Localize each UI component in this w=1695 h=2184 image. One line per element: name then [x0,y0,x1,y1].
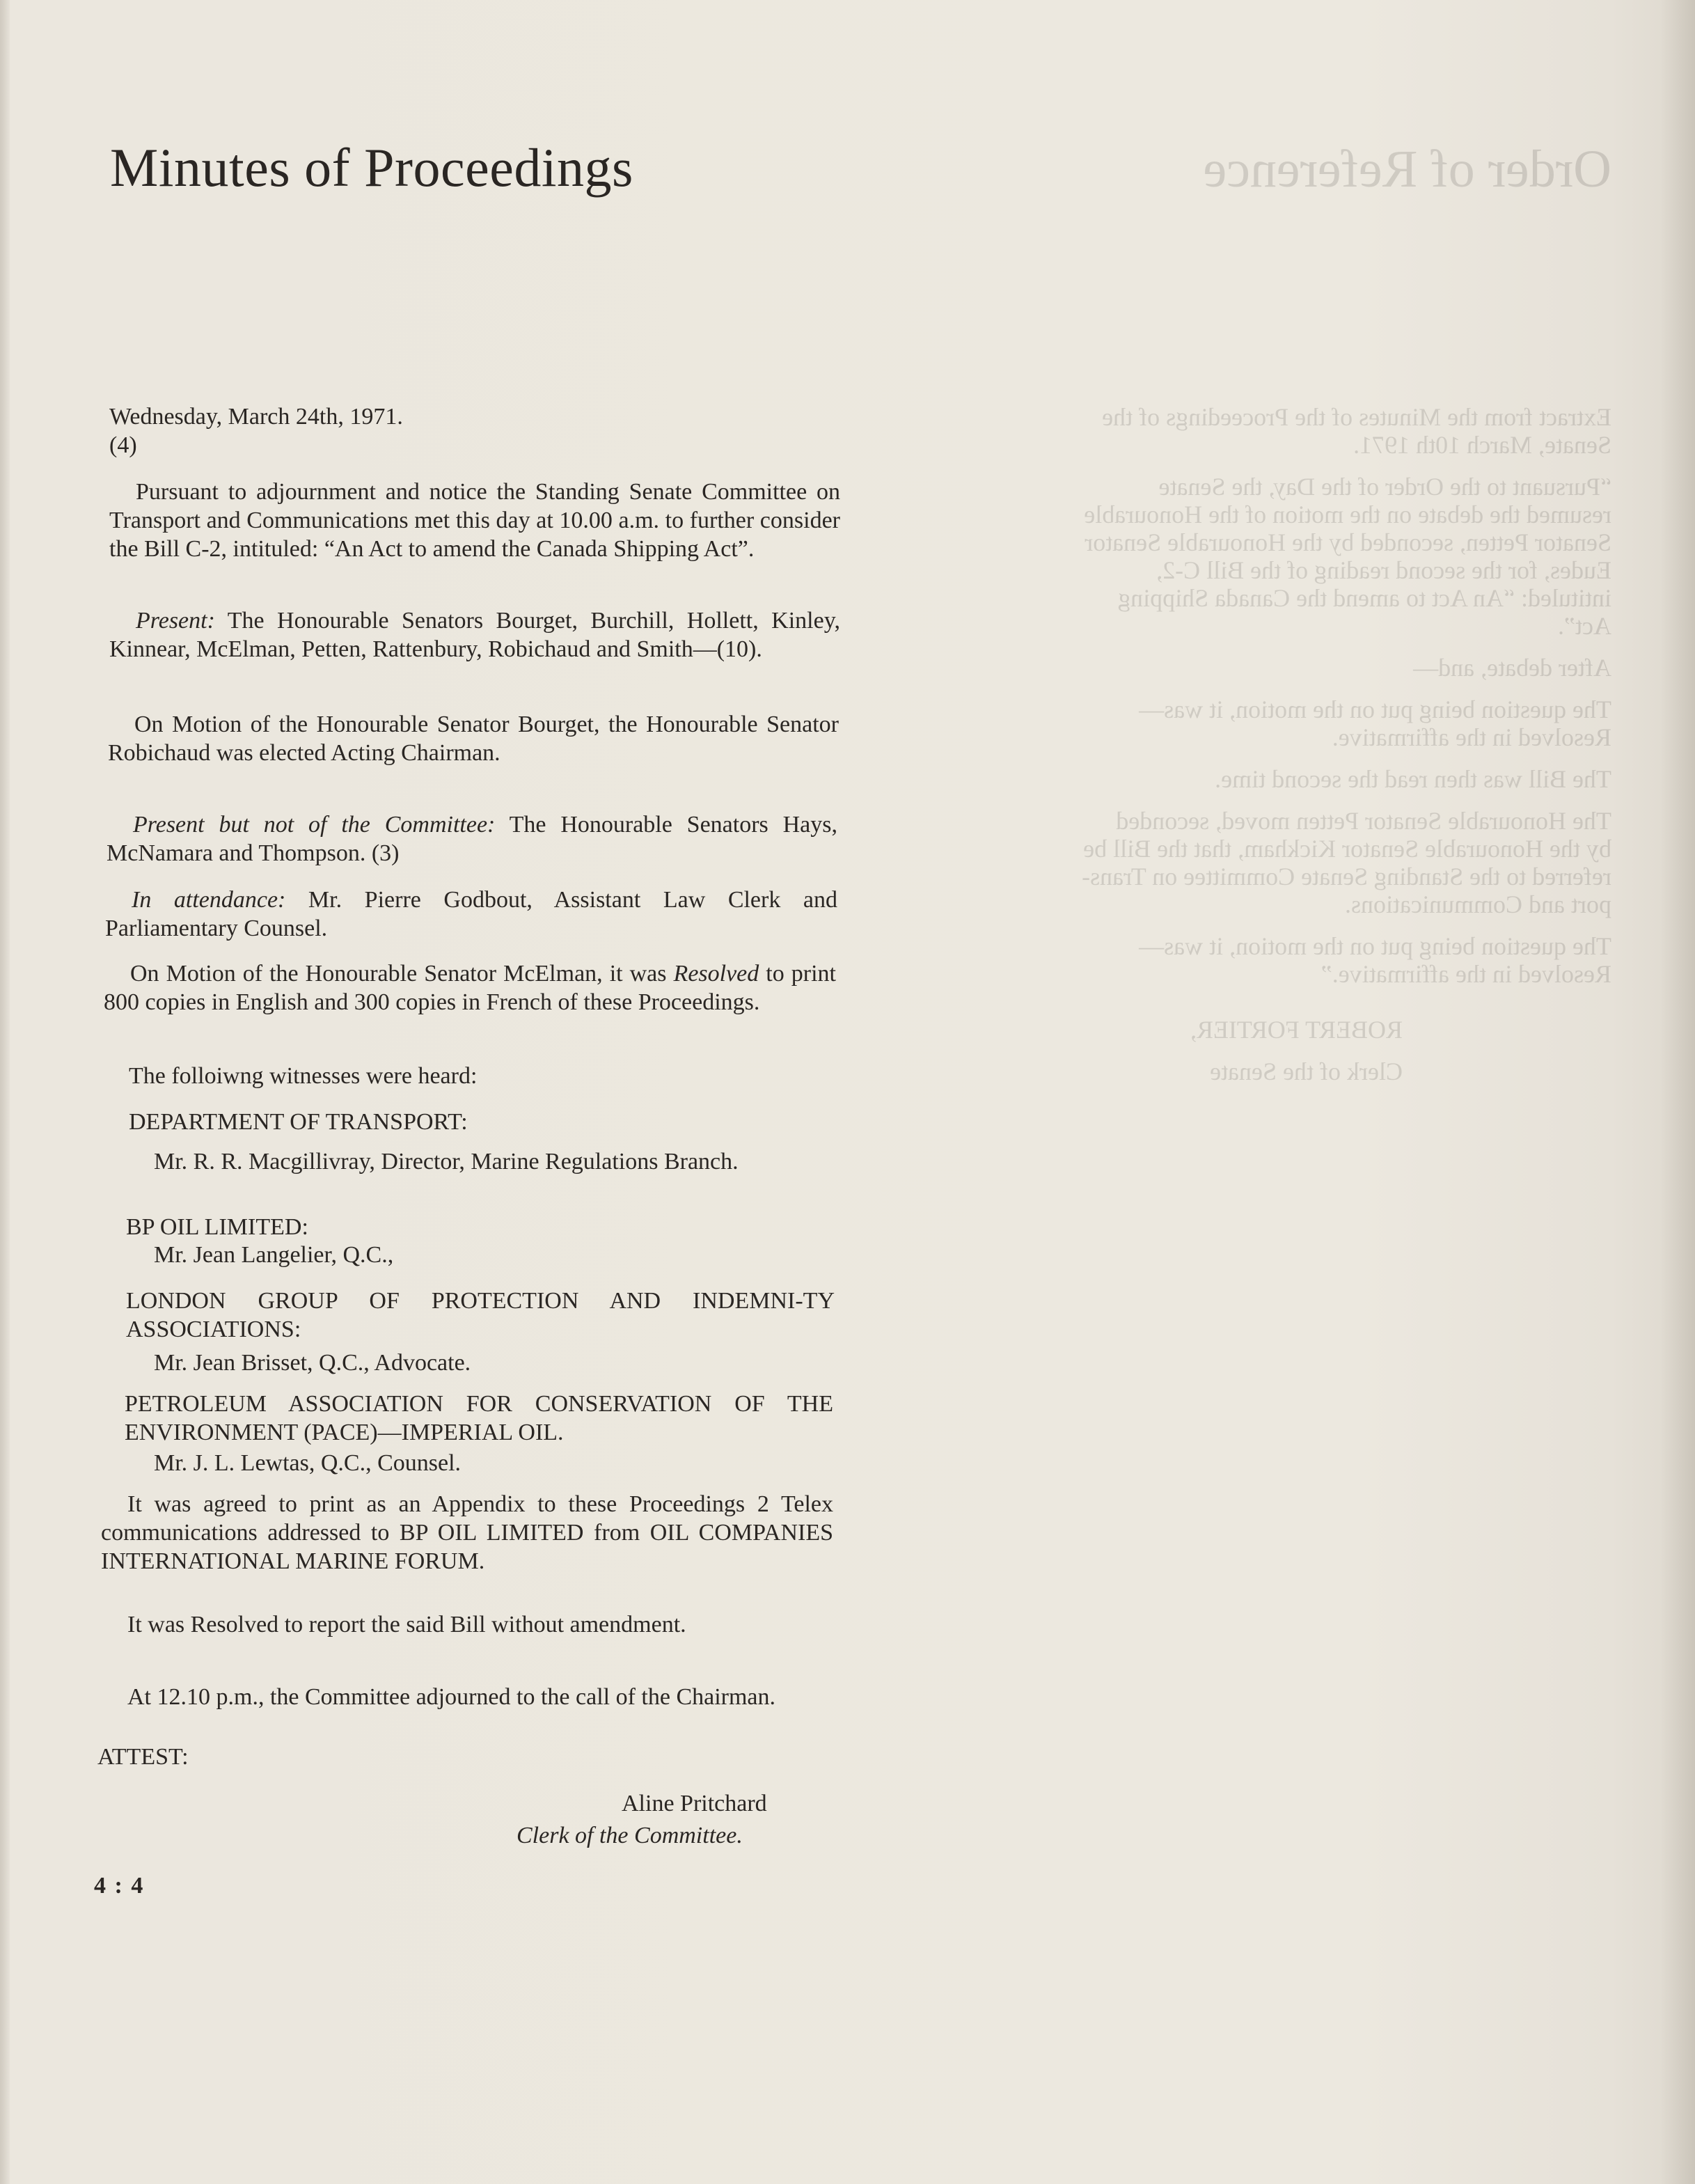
bleed-line: port and Communications. [1345,890,1611,918]
page-edge [0,0,10,2184]
motion-print-b: to print 800 copies in English and 300 copies in French of these Proceedings. [104,961,836,1015]
motion-print-a: On Motion of the Honourable Senator McElman, it was [130,961,674,987]
bleed-line: referred to the Standing Senate Committee on Trans- [1082,863,1611,890]
present-label: Present: [136,608,215,634]
bleed-line: The Bill was then read the second time. [1215,765,1611,793]
attest-label: ATTEST: [97,1744,189,1770]
paragraph-present [109,606,840,663]
meeting-date: Wednesday, March 24th, 1971. [109,404,403,430]
witness-person: Mr. R. R. Macgillivray, Director, Marine Regulations Branch. [154,1149,739,1175]
bleed-line: Extract from the Minutes of the Proceedings of the [1102,403,1611,431]
signature-role: Clerk of the Committee. [517,1823,743,1848]
paragraph-attendance [105,886,837,943]
paragraph-adjourn: At 12.10 p.m., the Committee adjourned to the call of the Chairman. [127,1684,776,1710]
witness-org: BP OIL LIMITED: [126,1214,308,1240]
bleed-line: Act”. [1558,612,1611,640]
bleed-line: The Honourable Senator Petten moved, seconded [1116,807,1611,835]
bleed-line: by the Honourable Senator Kickham, that the Bill be [1083,835,1611,863]
bleed-line: Eudes, for the second reading of the Bill C-2, [1156,556,1611,584]
paragraph-present-not [107,810,837,867]
bleed-through [835,139,1611,1114]
paragraph-appendix: It was agreed to print as an Appendix to these Proceedings 2 Telex communications addressed to BP OIL LIMITED from OIL COMPANIES INTERNATIONAL MARINE FORUM. [101,1491,833,1574]
bleed-line: Senator Petten, seconded by the Honourable Senator [1085,528,1611,556]
bleed-line: “Pursuant to the Order of the Day, the Senate [1158,473,1611,501]
witness-person: Mr. J. L. Lewtas, Q.C., Counsel. [154,1450,462,1476]
witness-org: PETROLEUM ASSOCIATION FOR CONSERVATION OF THE ENVIRONMENT (PACE)—IMPERIAL OIL. [125,1391,833,1445]
bleed-title: Order of Reference [1203,140,1611,198]
motion-print-resolved: Resolved [673,961,759,987]
bleed-line: resumed the debate on the motion of the Honourable [1084,501,1611,528]
witness-org: DEPARTMENT OF TRANSPORT: [129,1109,468,1135]
paragraph-motion-print [104,959,836,1016]
paragraph-report: It was Resolved to report the said Bill without amendment. [127,1612,686,1637]
witnesses-intro: The folloiwng witnesses were heard: [129,1063,478,1089]
bleed-line: Resolved in the affirmative.” [1320,960,1611,988]
witness-org: LONDON GROUP OF PROTECTION AND INDEMNI-TY ASSOCIATIONS: [126,1288,835,1342]
attendance-label: In attendance: [132,887,286,913]
page-gutter-shadow [1660,0,1695,2184]
bleed-line: After debate, and— [1413,654,1611,682]
paragraph-pursuant: Pursuant to adjournment and notice the Standing Senate Committee on Transport and Communications met this day at 10.00 a.m. to further consider the Bill C-2, intituled: “An Act to amend the Canada Shipping Act”. [109,479,840,562]
witness-person: Mr. Jean Langelier, Q.C., [154,1242,394,1268]
bleed-line: The question being put on the motion, it was— [1139,696,1611,723]
issue-number: (4) [109,432,137,458]
page-title: Minutes of Proceedings [110,137,633,198]
paragraph-motion-acting: On Motion of the Honourable Senator Bourget, the Honourable Senator Robichaud was elected Acting Chairman. [108,712,839,766]
present-not-label: Present but not of the Committee: [133,812,496,838]
page-number: 4 : 4 [94,1873,145,1899]
bleed-line: ROBERT FORTIER, [1190,1016,1403,1044]
present-not-text: The Honourable Senators Hays, McNamara and Thompson. (3) [107,812,838,866]
attendance-text: Mr. Pierre Godbout, Assistant Law Clerk and Parliamentary Counsel. [105,887,838,941]
bleed-line: Senate, March 10th 1971. [1353,431,1611,459]
bleed-line: Resolved in the affirmative. [1332,723,1611,751]
signature-name: Aline Pritchard [622,1791,767,1816]
bleed-line: The question being put on the motion, it was— [1139,932,1611,960]
bleed-line: Clerk of the Senate [1210,1058,1403,1085]
bleed-line: intituled: “An Act to amend the Canada Shipping [1118,584,1611,612]
witness-person: Mr. Jean Brisset, Q.C., Advocate. [154,1350,471,1376]
present-text: The Honourable Senators Bourget, Burchill, Hollett, Kinley, Kinnear, McElman, Petten, Rattenbury, Robichaud and Smith—(10). [109,608,840,662]
